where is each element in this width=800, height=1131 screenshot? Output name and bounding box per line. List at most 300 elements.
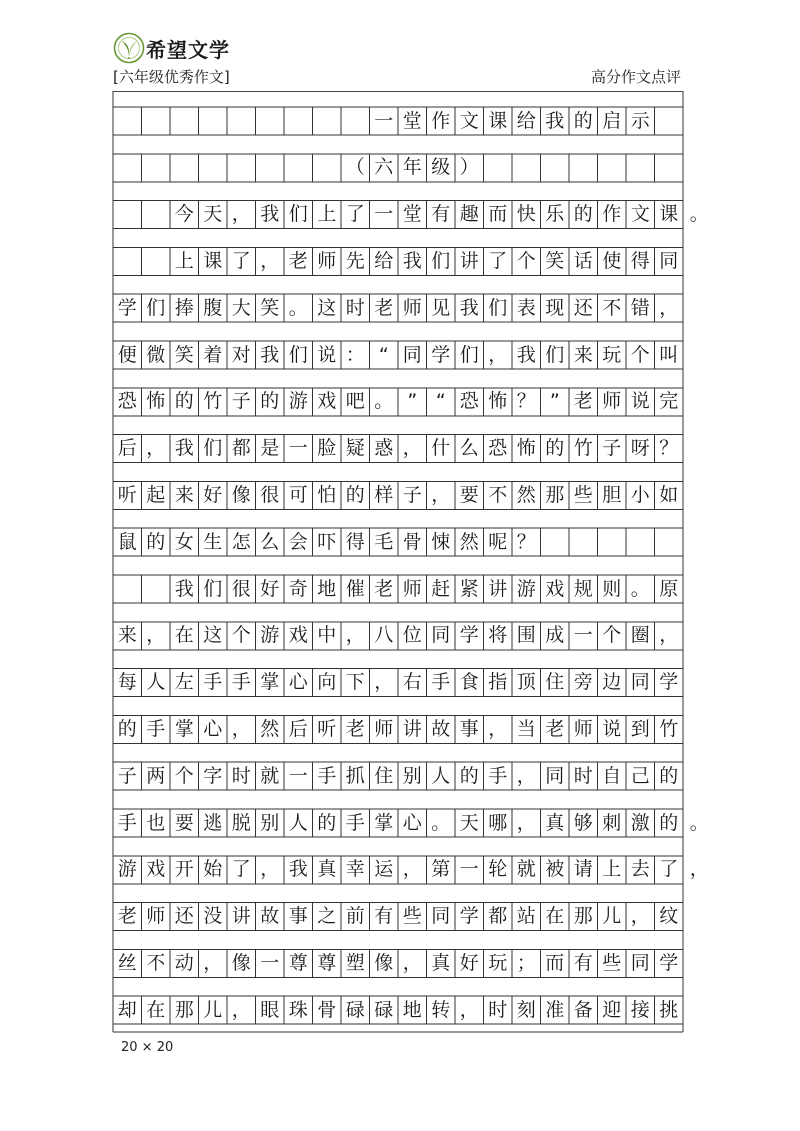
grid-character: 就	[516, 858, 536, 881]
grid-character: 右	[402, 671, 422, 694]
grid-character: ，	[231, 717, 251, 740]
grid-character: 游	[288, 390, 308, 413]
grid-character: 了	[231, 249, 251, 272]
grid-character: ，	[459, 998, 479, 1021]
grid-character: 时	[488, 998, 508, 1021]
grid-character: 人	[288, 811, 308, 834]
grid-character: 讲	[459, 249, 479, 272]
grid-character: 们	[288, 343, 308, 366]
grid-character: 的	[659, 811, 679, 834]
grid-character: 启	[602, 109, 622, 132]
grid-character: 戏	[317, 390, 337, 413]
grid-character: 我	[174, 577, 194, 600]
grid-character: 天	[203, 203, 223, 226]
grid-character: （	[345, 156, 365, 179]
grid-character: 轮	[488, 858, 508, 881]
grid-character: 时	[345, 296, 365, 319]
grid-character: 赶	[431, 577, 451, 600]
grid-character: 下	[345, 671, 365, 694]
grid-character: 了	[659, 858, 679, 881]
grid-character: 就	[260, 764, 280, 787]
grid-character: 。	[431, 811, 451, 834]
grid-character: 胆	[602, 483, 622, 506]
grid-character: 幸	[345, 858, 365, 881]
grid-character: 学	[431, 343, 451, 366]
grid-character: 们	[146, 296, 166, 319]
grid-character: 一	[288, 437, 308, 460]
grid-character: 一	[374, 109, 394, 132]
grid-character: 师	[317, 249, 337, 272]
grid-character: 手	[231, 671, 251, 694]
grid-character: 同	[545, 764, 565, 787]
grid-character: “	[378, 343, 389, 366]
grid-character: 么	[459, 437, 479, 460]
grid-character: 而	[488, 203, 508, 226]
grid-character: 指	[488, 671, 508, 694]
grid-character: 们	[431, 249, 451, 272]
grid-character: 个	[174, 764, 194, 787]
grid-character: 小	[630, 483, 650, 506]
grid-character: 紧	[459, 577, 479, 600]
grid-character: 我	[288, 858, 308, 881]
grid-character: 同	[431, 905, 451, 928]
grid-character: ，	[146, 437, 166, 460]
grid-character: ？	[516, 390, 536, 413]
grid-character: 戏	[545, 577, 565, 600]
grid-character: 老	[374, 296, 394, 319]
grid-character: ，	[402, 437, 422, 460]
grid-character: 个	[602, 624, 622, 647]
grid-character: 催	[345, 577, 365, 600]
grid-character: 时	[573, 764, 593, 787]
grid-character: 学	[117, 296, 137, 319]
grid-character: 。	[374, 390, 394, 413]
grid-character: 住	[374, 764, 394, 787]
grid-character: 年	[402, 156, 422, 179]
grid-character: 而	[545, 951, 565, 974]
grid-character: 一	[260, 951, 280, 974]
grid-character: 同	[630, 671, 650, 694]
grid-character: 的	[459, 764, 479, 787]
grid-character: 生	[203, 530, 223, 553]
grid-character: 游	[516, 577, 536, 600]
grid-character: 来	[573, 343, 593, 366]
grid-character: 们	[288, 203, 308, 226]
grid-character: 个	[231, 624, 251, 647]
grid-character: 故	[431, 717, 451, 740]
grid-character: 后	[117, 437, 137, 460]
grid-character: 鼠	[117, 530, 137, 553]
grid-character: 动	[174, 951, 194, 974]
grid-character: 我	[402, 249, 422, 272]
grid-character: 得	[630, 249, 650, 272]
grid-character: 没	[203, 905, 223, 928]
grid-character: 示	[630, 109, 650, 132]
grid-character: ，	[431, 483, 451, 506]
grid-character: 手	[345, 811, 365, 834]
grid-character: 手	[317, 764, 337, 787]
grid-character: 被	[545, 858, 565, 881]
grid-character: 些	[602, 951, 622, 974]
grid-character: 手	[488, 764, 508, 787]
grid-character: 呀	[630, 437, 650, 460]
grid-character: 讲	[231, 905, 251, 928]
grid-character: 两	[146, 764, 166, 787]
grid-character: 们	[203, 577, 223, 600]
grid-character: 的	[117, 717, 137, 740]
grid-character: 恐	[117, 390, 137, 413]
grid-character: 一	[374, 203, 394, 226]
grid-character: 老	[117, 905, 137, 928]
grid-character: ，	[630, 905, 650, 928]
grid-character: 像	[231, 951, 251, 974]
grid-character: 旁	[573, 671, 593, 694]
grid-character: 毛	[374, 530, 394, 553]
grid-character: 六	[374, 156, 394, 179]
grid-character: 掌	[174, 717, 194, 740]
grid-character: 食	[459, 671, 479, 694]
grid-character: 竹	[573, 437, 593, 460]
grid-character: 手	[203, 671, 223, 694]
grid-character: “	[435, 390, 446, 413]
grid-character: 字	[203, 764, 223, 787]
grid-character: 我	[516, 343, 536, 366]
grid-character: 塑	[345, 951, 365, 974]
grid-character: 掌	[374, 811, 394, 834]
grid-character: 便	[117, 343, 137, 366]
grid-character: 不	[602, 296, 622, 319]
grid-character: 对	[231, 343, 251, 366]
grid-character: 哪	[488, 811, 508, 834]
grid-character: 疑	[345, 437, 365, 460]
grid-character: 悚	[431, 530, 451, 553]
grid-character: 脱	[231, 811, 251, 834]
grid-character: 老	[288, 249, 308, 272]
grid-character: 在	[174, 624, 194, 647]
grid-character: 堂	[402, 109, 422, 132]
grid-character: 事	[459, 717, 479, 740]
grid-character: 恐	[459, 390, 479, 413]
grid-character: 竹	[203, 390, 223, 413]
grid-character: 奇	[288, 577, 308, 600]
grid-character: 去	[630, 858, 650, 881]
grid-character: 玩	[488, 951, 508, 974]
grid-character: 要	[459, 483, 479, 506]
grid-character: 像	[374, 951, 394, 974]
grid-character: 师	[374, 717, 394, 740]
grid-character: 我	[260, 203, 280, 226]
grid-character: 我	[174, 437, 194, 460]
grid-character: ，	[146, 624, 166, 647]
grid-character: 左	[174, 671, 194, 694]
grid-character: 学	[659, 671, 679, 694]
grid-character: 也	[146, 811, 166, 834]
grid-character: 都	[488, 905, 508, 928]
grid-character: 顶	[516, 671, 536, 694]
grid-character: 尊	[317, 951, 337, 974]
grid-character: 个	[516, 249, 536, 272]
grid-character: 什	[431, 437, 451, 460]
grid-character: 如	[659, 483, 679, 506]
grid-character: 然	[516, 483, 536, 506]
grid-character: 了	[488, 249, 508, 272]
grid-character: 来	[117, 624, 137, 647]
grid-character: 错	[630, 296, 650, 319]
grid-character: 些	[402, 905, 422, 928]
grid-character: 很	[260, 483, 280, 506]
grid-character: 心	[203, 717, 223, 740]
grid-character: ：	[345, 343, 365, 366]
grid-character: 这	[203, 624, 223, 647]
grid-character: 听	[117, 483, 137, 506]
grid-character: 我	[545, 109, 565, 132]
grid-character: ？	[659, 437, 679, 460]
grid-character: ；	[516, 951, 536, 974]
grid-character: 子	[117, 764, 137, 787]
grid-character: 怕	[317, 483, 337, 506]
grid-character: 使	[602, 249, 622, 272]
grid-character: 乐	[545, 203, 565, 226]
grid-character: 上	[174, 249, 194, 272]
grid-character: 师	[402, 577, 422, 600]
grid-character: 怖	[146, 390, 166, 413]
grid-character: 都	[231, 437, 251, 460]
grid-character: 快	[516, 203, 536, 226]
grid-character: 接	[630, 998, 650, 1021]
grid-character: 地	[317, 577, 337, 600]
grid-character: 住	[545, 671, 565, 694]
grid-character: 同	[431, 624, 451, 647]
grid-character: 不	[488, 483, 508, 506]
grid-character: ，	[260, 858, 280, 881]
grid-character: 转	[431, 998, 451, 1021]
grid-character: 故	[260, 905, 280, 928]
grid-character: 很	[231, 577, 251, 600]
grid-character: 听	[317, 717, 337, 740]
grid-character: 我	[260, 343, 280, 366]
grid-character: 起	[146, 483, 166, 506]
grid-character: 心	[402, 811, 422, 834]
grid-character: ，	[402, 858, 422, 881]
grid-character: 子	[602, 437, 622, 460]
grid-character: 激	[630, 811, 650, 834]
grid-character: 师	[602, 390, 622, 413]
grid-character: 怖	[488, 390, 508, 413]
grid-character: 抓	[345, 764, 365, 787]
grid-character: ？	[516, 530, 536, 553]
grid-character: 们	[545, 343, 565, 366]
grid-character: 腹	[203, 296, 223, 319]
grid-character: 的	[174, 390, 194, 413]
grid-character: 的	[317, 811, 337, 834]
grid-character: 恐	[488, 437, 508, 460]
grid-character: 将	[488, 624, 508, 647]
grid-character: 心	[288, 671, 308, 694]
grid-character: 己	[630, 764, 650, 787]
grid-character: 中	[317, 624, 337, 647]
grid-character: 同	[402, 343, 422, 366]
grid-character: 们	[203, 437, 223, 460]
grid-character: ，	[231, 203, 251, 226]
grid-character: 个	[630, 343, 650, 366]
grid-character: 。	[630, 577, 650, 600]
grid-character: 之	[317, 905, 337, 928]
grid-character: 请	[573, 858, 593, 881]
grid-character: 开	[174, 858, 194, 881]
grid-character: 真	[545, 811, 565, 834]
grid-character: 那	[174, 998, 194, 1021]
grid-character: 课	[488, 109, 508, 132]
grid-character: 碌	[345, 998, 365, 1021]
grid-character: 是	[260, 437, 280, 460]
grid-character: 够	[573, 811, 593, 834]
grid-character: 文	[459, 109, 479, 132]
grid-character: 作	[602, 203, 622, 226]
grid-character: 了	[231, 858, 251, 881]
grid-character: 有	[374, 905, 394, 928]
grid-character: 子	[402, 483, 422, 506]
grid-character: 后	[288, 717, 308, 740]
grid-character: 还	[573, 296, 593, 319]
grid-character: 的	[345, 483, 365, 506]
grid-character: 现	[545, 296, 565, 319]
grid-character: 给	[374, 249, 394, 272]
grid-character: ，	[203, 951, 223, 974]
grid-character: 同	[630, 951, 650, 974]
grid-character: 老	[374, 577, 394, 600]
grid-character: 表	[516, 296, 536, 319]
grid-character: 当	[516, 717, 536, 740]
grid-character: 向	[317, 671, 337, 694]
grid-character: 的	[545, 437, 565, 460]
grid-character: 成	[545, 624, 565, 647]
grid-character: 圈	[630, 624, 650, 647]
grid-character: 说	[317, 343, 337, 366]
grid-character: 挑	[659, 998, 679, 1021]
grid-character: 话	[573, 249, 593, 272]
grid-character: 每	[117, 671, 137, 694]
grid-character: 尊	[288, 951, 308, 974]
grid-character: 却	[117, 998, 137, 1021]
grid-character: 游	[117, 858, 137, 881]
grid-character: 有	[573, 951, 593, 974]
grid-character: 文	[630, 203, 650, 226]
grid-character: 学	[459, 624, 479, 647]
grid-character: 上	[602, 858, 622, 881]
grid-character: 。	[689, 203, 709, 226]
grid-character: 一	[459, 858, 479, 881]
grid-character: 一	[573, 624, 593, 647]
grid-character: 学	[459, 905, 479, 928]
grid-character: 师	[146, 905, 166, 928]
grid-character: 刺	[602, 811, 622, 834]
grid-character: 游	[260, 624, 280, 647]
grid-character: 规	[573, 577, 593, 600]
grid-character: 戏	[288, 624, 308, 647]
grid-character: 那	[545, 483, 565, 506]
grid-character: 讲	[488, 577, 508, 600]
grid-character: 有	[431, 203, 451, 226]
grid-character: 着	[203, 343, 223, 366]
grid-character: 珠	[288, 998, 308, 1021]
grid-character: 事	[288, 905, 308, 928]
grid-character: 原	[659, 577, 679, 600]
grid-size-label: 20 × 20	[121, 1040, 174, 1055]
grid-character: ，	[488, 343, 508, 366]
grid-character: 八	[374, 624, 394, 647]
grid-character: 到	[630, 717, 650, 740]
grid-character: 碌	[374, 998, 394, 1021]
grid-character: ，	[689, 858, 709, 881]
grid-character: 竹	[659, 717, 679, 740]
grid-character: 笑	[260, 296, 280, 319]
grid-character: 怖	[516, 437, 536, 460]
grid-character: 们	[459, 343, 479, 366]
grid-character: 人	[431, 764, 451, 787]
grid-character: 吓	[317, 530, 337, 553]
grid-character: 然	[459, 530, 479, 553]
grid-character: 那	[573, 905, 593, 928]
grid-character: 笑	[545, 249, 565, 272]
grid-character: 怎	[231, 530, 251, 553]
grid-character: ，	[516, 811, 536, 834]
grid-character: 则	[602, 577, 622, 600]
grid-character: 子	[231, 390, 251, 413]
grid-character: 地	[402, 998, 422, 1021]
grid-character: 们	[488, 296, 508, 319]
grid-character: 来	[174, 483, 194, 506]
grid-character: 前	[345, 905, 365, 928]
grid-character: 叫	[659, 343, 679, 366]
grid-character: 第	[431, 858, 451, 881]
grid-character: 课	[659, 203, 679, 226]
grid-character: 些	[573, 483, 593, 506]
grid-character: 天	[459, 811, 479, 834]
grid-character: 一	[288, 764, 308, 787]
grid-character: 。	[288, 296, 308, 319]
grid-character: 脸	[317, 437, 337, 460]
grid-character: 呢	[488, 530, 508, 553]
grid-character: 好	[459, 951, 479, 974]
grid-character: 边	[602, 671, 622, 694]
grid-character: 给	[516, 109, 536, 132]
grid-character: 上	[317, 203, 337, 226]
grid-character: 别	[260, 811, 280, 834]
grid-character: 样	[374, 483, 394, 506]
grid-character: 真	[431, 951, 451, 974]
grid-character: 微	[146, 343, 166, 366]
grid-character: 会	[288, 530, 308, 553]
grid-character: 学	[659, 951, 679, 974]
grid-character: ，	[231, 998, 251, 1021]
section-label: 高分作文点评	[590, 68, 681, 86]
grid-character: 要	[174, 811, 194, 834]
grid-character: 玩	[602, 343, 622, 366]
brand-name: 希望文学	[146, 38, 230, 62]
grid-character: 在	[545, 905, 565, 928]
grid-character: 人	[146, 671, 166, 694]
grid-character: 见	[431, 296, 451, 319]
grid-character: 先	[345, 249, 365, 272]
grid-character: 师	[402, 296, 422, 319]
grid-character: 位	[402, 624, 422, 647]
grid-character: ，	[659, 624, 679, 647]
grid-character: 可	[288, 483, 308, 506]
grid-character: 自	[602, 764, 622, 787]
grid-character: 课	[203, 249, 223, 272]
grid-character: 真	[317, 858, 337, 881]
grid-character: 好	[260, 577, 280, 600]
